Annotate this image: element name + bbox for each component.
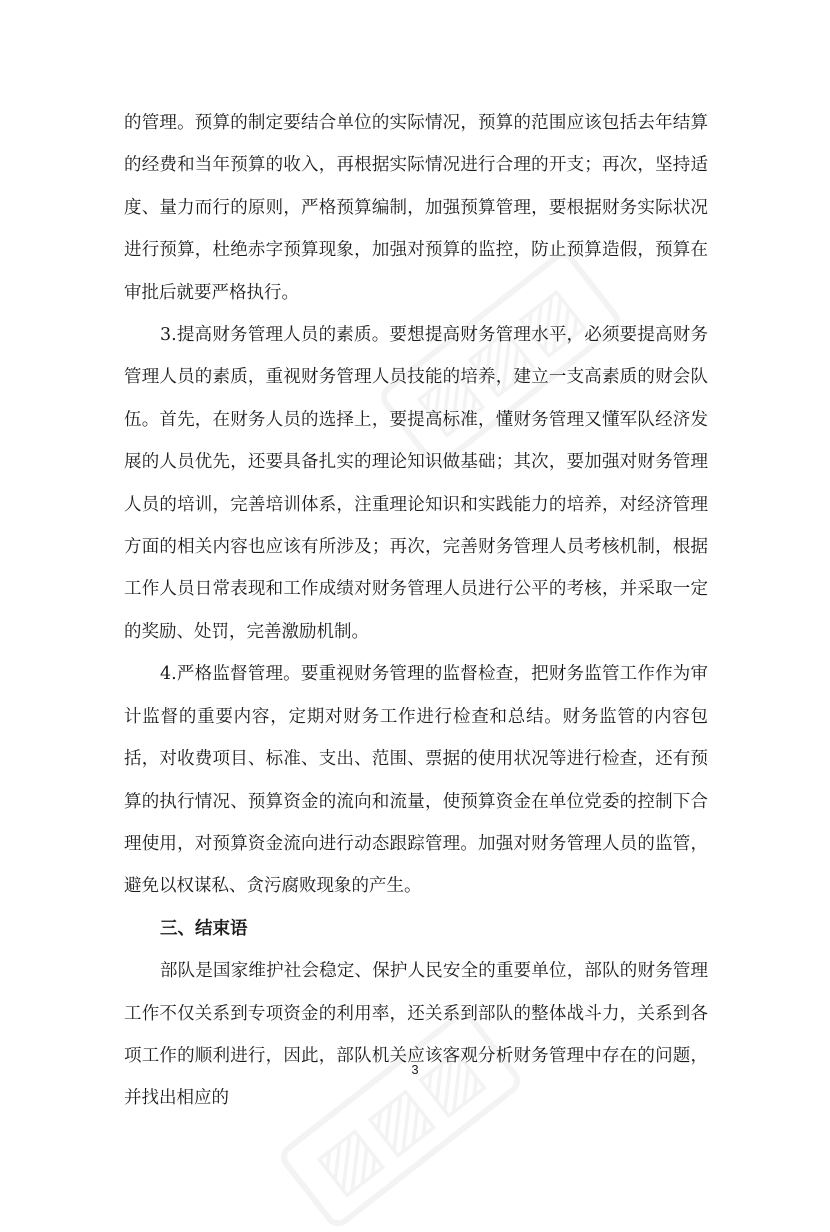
document-body <box>124 102 708 1120</box>
page-number: 3 <box>411 1062 419 1077</box>
paragraph-budget-management-continued: 的管理。预算的制定要结合单位的实际情况，预算的范围应该包括去年结算的经费和当年预算的收入，再根据实际情况进行合理的开支；再次，坚持适度、量力而行的原则，严格预算编制，加强预算管理，要根据财务实际状况进行预算，杜绝赤字预算现象，加强对预算的监控，防止预算造假，预算在审批后就要严格执行。 <box>124 113 708 303</box>
paragraph-improve-staff-quality: 3.提高财务管理人员的素质。要想提高财务管理水平，必须要提高财务管理人员的素质，重视财务管理人员技能的培养，建立一支高素质的财会队伍。首先，在财务人员的选择上，要提高标准，懂财务管理又懂军队经济发展的人员优先，还要具备扎实的理论知识做基础；其次，要加强对财务管理人员的培训，完善培训体系，注重理论知识和实践能力的培养，对经济管理方面的相关内容也应该有所涉及；再次，完善财务管理人员考核机制，根据工作人员日常表现和工作成绩对财务管理人员进行公平的考核，并采取一定的奖励、处罚，完善激励机制。 <box>124 325 708 642</box>
paragraph-strict-supervision: 4.严格监督管理。要重视财务管理的监督检查，把财务监管工作作为审计监督的重要内容，定期对财务工作进行检查和总结。财务监管的内容包括，对收费项目、标准、支出、范围、票据的使用状况等进行检查，还有预算的执行情况、预算资金的流向和流量，使预算资金在单位党委的控制下合理使用，对预算资金流向进行动态跟踪管理。加强对财务管理人员的监管，避免以权谋私、贪污腐败现象的产生。 <box>124 664 708 897</box>
paragraph-conclusion: 部队是国家维护社会稳定、保护人民安全的重要单位，部队的财务管理工作不仅关系到专项资金的利用率，还关系到部队的整体战斗力，关系到各项工作的顺利进行，因此，部队机关应该客观分析财务管理中存在的问题，并找出相应的 <box>124 961 708 1109</box>
section-heading-conclusion: 三、结束语 <box>160 918 248 939</box>
